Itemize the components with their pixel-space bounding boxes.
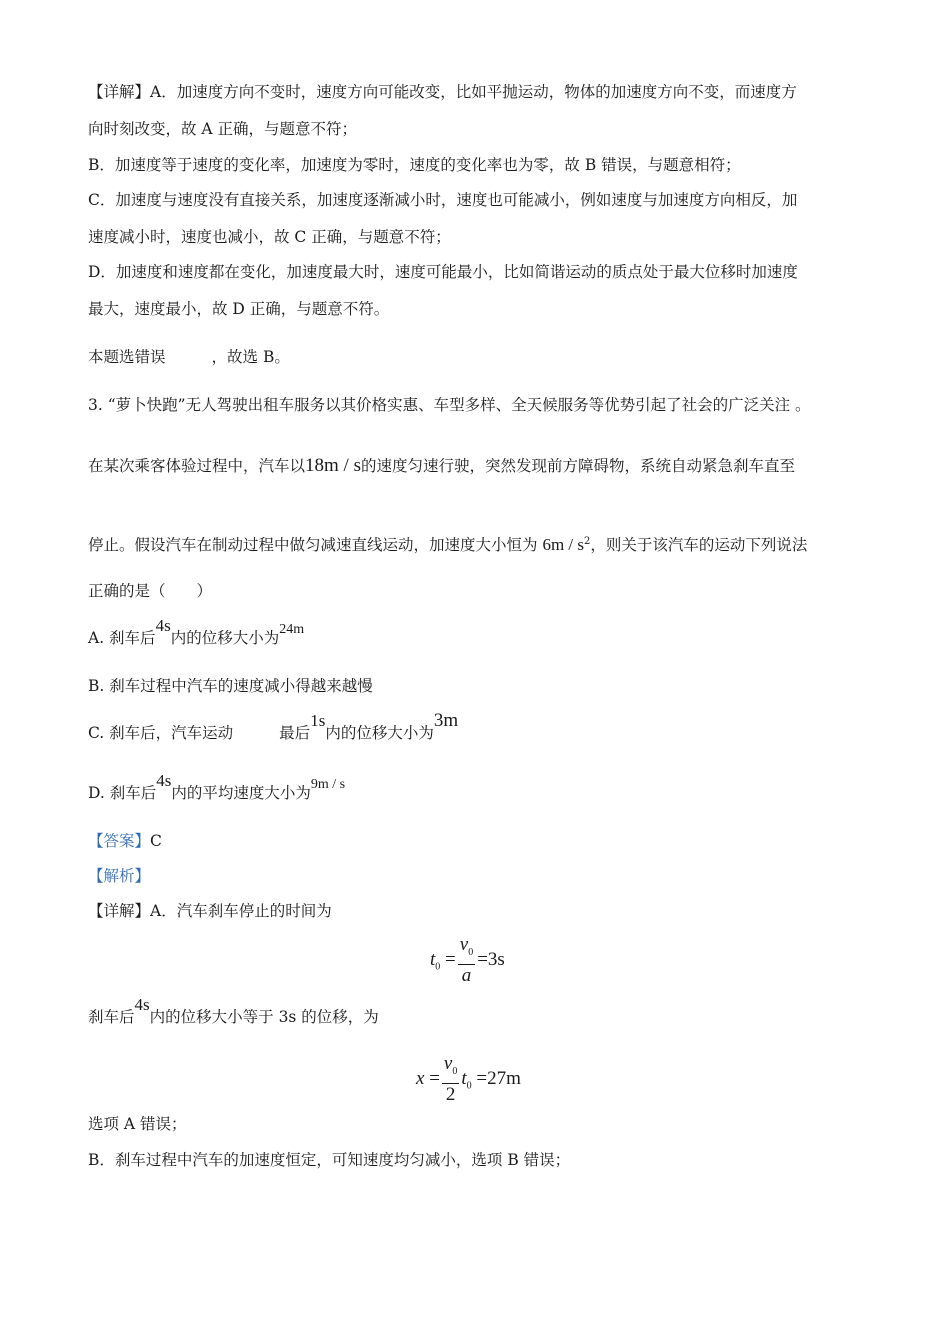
option-c-value: 3m	[433, 710, 459, 731]
option-a-time: 4s	[155, 616, 171, 635]
analysis-line2	[88, 995, 379, 1027]
f1-den: a	[461, 964, 472, 986]
option-c-time: 1s	[310, 711, 326, 730]
option-d-pre: D. 刹车后	[88, 784, 157, 802]
detail-a-line2: 向时刻改变，故 A 正确，与题意不符；	[88, 120, 358, 138]
detail-b-line: B．加速度等于速度的变化率，加速度为零时，速度的变化率也为零，故 B 错误，与题意相符；	[88, 156, 741, 174]
q3-stem2-a: 在某次乘客体验过程中，汽车以	[88, 457, 306, 475]
q3-stem-line3	[88, 532, 807, 555]
q3-stem-line4: 正确的是（ ）	[88, 582, 213, 600]
answer-value: C	[150, 832, 162, 850]
q3-option-a	[88, 616, 305, 650]
f1-lhs-sub: 0	[435, 961, 441, 973]
q3-speed-value: 18m / s	[305, 455, 361, 476]
f1-fraction	[458, 934, 475, 987]
f1-lhs: t	[430, 948, 436, 970]
detail-d-line2: 最大，速度最小，故 D 正确，与题意不符。	[88, 300, 390, 318]
f1-num-sub: 0	[468, 946, 474, 958]
f2-lhs: x	[416, 1067, 425, 1089]
q3-stem-line1: 3. “萝卜快跑”无人驾驶出租车服务以其价格实惠、车型多样、全天候服务等优势引起了社会的广泛关注 。	[88, 396, 811, 414]
conclusion-part-b: ，故选 B。	[211, 348, 290, 366]
f2-num: v	[443, 1053, 453, 1074]
line2-pre: 刹车后	[88, 1008, 135, 1026]
f2-fraction	[442, 1053, 459, 1106]
option-c-pre: C. 刹车后，汽车运动	[88, 724, 234, 742]
formula-stop-time: $t_0$ = $\frac{v_0}{a}$ =3s	[430, 934, 505, 986]
answer-line	[88, 831, 162, 851]
q3-option-b: B. 刹车过程中汽车的速度减小得越来越慢	[88, 677, 373, 695]
detail-c-line2: 速度减小时，速度也减小，故 C 正确，与题意不符；	[88, 228, 451, 246]
detail-d-line1: D．加速度和速度都在变化，加速度最大时，速度可能最小，比如简谐运动的质点处于最大位移时加速度	[88, 263, 798, 281]
q3-accel-sup: 2	[584, 536, 591, 547]
conclusion-part-a: 本题选错误	[88, 348, 166, 366]
analysis-detail-line: 【详解】A．汽车刹车停止的时间为	[88, 902, 332, 920]
f2-t: t	[461, 1067, 467, 1089]
option-d-mid: 内的平均速度大小为	[171, 784, 311, 802]
f2-num-sub: 0	[452, 1065, 458, 1077]
q3-accel-value: 6m / s	[542, 535, 584, 555]
q3-option-d	[88, 771, 346, 805]
option-a-value: 24m	[279, 622, 305, 637]
f2-t-sub: 0	[466, 1080, 472, 1092]
answer-tag: 【答案】	[88, 832, 151, 850]
q3-stem3-b: ，则关于该汽车的运动下列说法	[590, 536, 808, 555]
f2-rhs: =27m	[476, 1067, 521, 1089]
f1-num: v	[459, 934, 469, 955]
f1-rhs: =3s	[477, 948, 505, 970]
option-d-value: 9m / s	[310, 777, 346, 792]
option-d-time: 4s	[156, 771, 172, 790]
option-c-mid1: 最后	[279, 724, 311, 742]
option-c-mid2: 内的位移大小为	[325, 724, 434, 742]
option-a-mid: 内的位移大小为	[170, 629, 280, 647]
analysis-tag: 【解析】	[88, 867, 151, 885]
q3-stem3-a: 停止。假设汽车在制动过程中做匀减速直线运动，加速度大小恒为	[88, 536, 543, 555]
detail-a-line1: 【详解】A．加速度方向不变时，速度方向可能改变，比如平抛运动，物体的加速度方向不变，而速度方	[88, 83, 797, 101]
option-b-analysis: B．刹车过程中汽车的加速度恒定，可知速度均匀减小，选项 B 错误；	[88, 1151, 571, 1169]
q3-option-c	[88, 710, 459, 743]
line2-post: 内的位移大小等于 3s 的位移，为	[149, 1008, 379, 1026]
q3-stem2-b: 的速度匀速行驶，突然发现前方障碍物，系统自动紧急刹车直至	[360, 457, 795, 475]
q3-stem-line2	[88, 456, 795, 476]
option-a-wrong: 选项 A 错误；	[88, 1115, 187, 1133]
conclusion-line	[88, 347, 290, 367]
line2-time: 4s	[134, 995, 150, 1014]
option-a-pre: A. 刹车后	[88, 629, 156, 647]
f2-den: 2	[445, 1083, 456, 1105]
detail-c-line1: C．加速度与速度没有直接关系，加速度逐渐减小时，速度也可能减小，例如速度与加速度方向相反，加	[88, 191, 798, 209]
formula-displacement: x = $\frac{v_0}{2}$ $t_0 =27m$	[416, 1053, 521, 1105]
